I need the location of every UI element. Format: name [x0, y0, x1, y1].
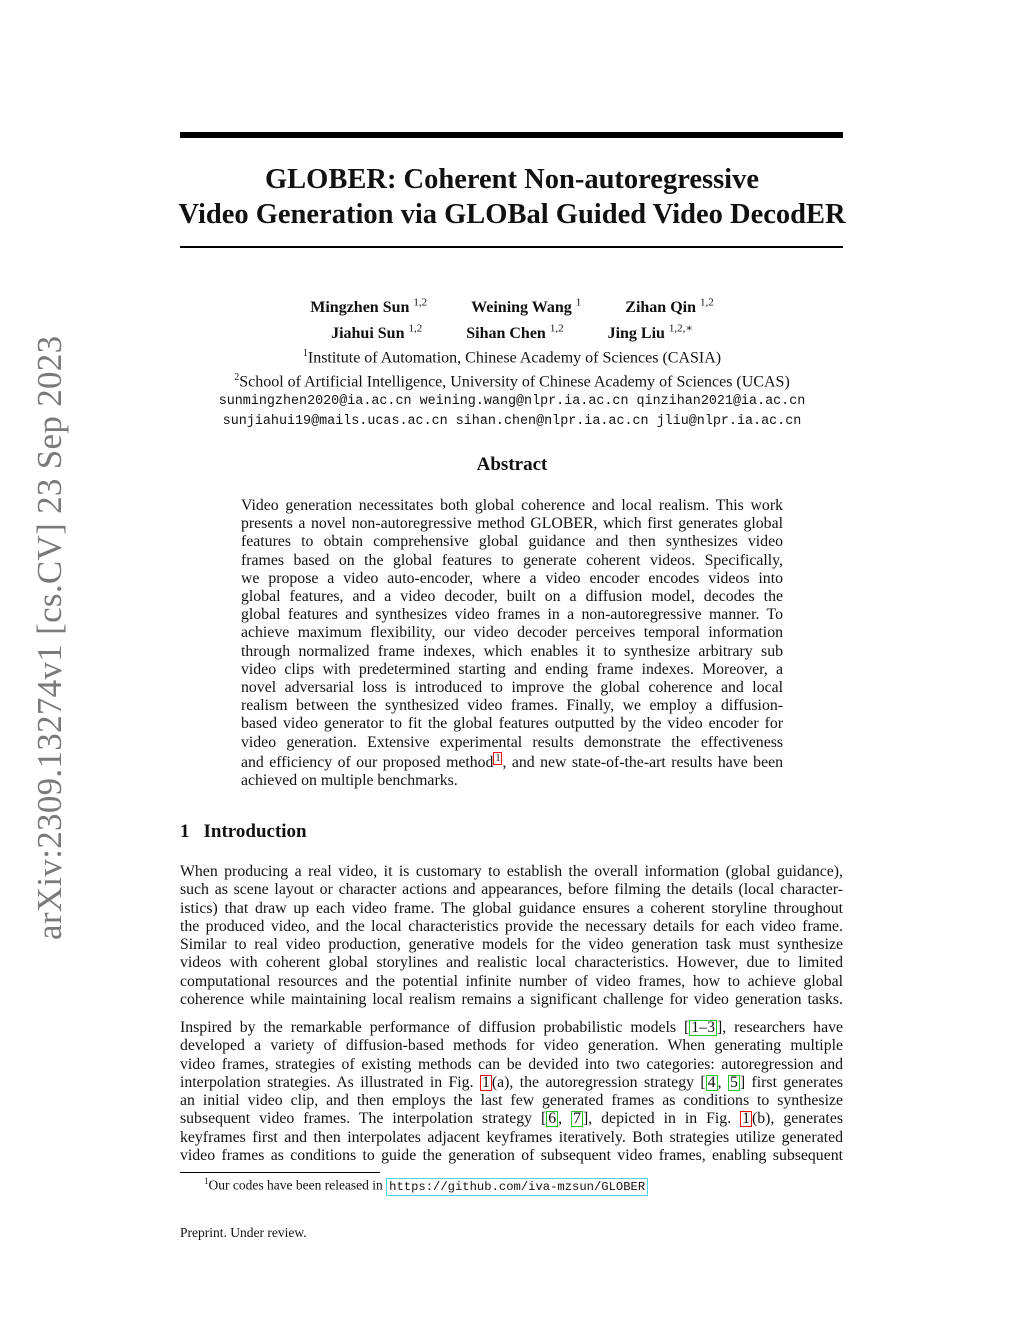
- body-line: Similar to real video production, generative models for the video generation task must synthesize: [180, 936, 843, 954]
- abstract-line: frames based on the global features to generate coherent videos. Specifically,: [241, 551, 783, 569]
- footnote-text: Our codes have been released in: [208, 1177, 387, 1193]
- body-line: coherence while maintaining local realism remains a significant challenge for video generation tasks.: [180, 991, 843, 1009]
- email-line-2: sunjiahui19@mails.ucas.ac.cn sihan.chen@nlpr.ia.ac.cn jliu@nlpr.ia.ac.cn: [222, 414, 802, 430]
- footnote-rule: [180, 1172, 380, 1173]
- arxiv-identifier: arXiv:2309.13274v1 [cs.CV] 23 Sep 2023: [30, 335, 69, 940]
- author-row-2: [150, 318, 874, 343]
- abstract-line: global features, and a video decoder, built on a diffusion model, decodes the: [241, 588, 783, 606]
- section-heading: [180, 821, 307, 843]
- intro-paragraph-2: [180, 1019, 843, 1165]
- body-line: subsequent video frames. The interpolation strategy [ 6 , 7 ], depicted in in Fig. 1 (b), generates: [180, 1110, 843, 1128]
- body-line: such as scene layout or character actions and appearances, before filming the details (local character-: [180, 881, 843, 899]
- body-line: an initial video clip, and then employs the last few generated frames as conditions to synthesize: [180, 1092, 843, 1110]
- author: Zihan Qin $^{1,2}$: [625, 297, 714, 317]
- author-row-1: [150, 293, 874, 318]
- body-line: videos with coherent global storylines and realistic local characteristics. However, due to limited: [180, 954, 843, 972]
- author-block: [150, 293, 874, 432]
- abstract-line: Video generation necessitates both global coherence and local realism. This work: [241, 497, 783, 514]
- email-line-1: sunmingzhen2020@ia.ac.cn weining.wang@nlpr.ia.ac.cn qinzihan2021@ia.ac.cn: [218, 394, 806, 410]
- abstract-heading: Abstract: [476, 454, 548, 475]
- body-line: istics) that draw up each video frame. The global guidance ensures a coherent storyline throughout: [180, 899, 843, 917]
- citation-link[interactable]: 6: [548, 1110, 557, 1128]
- title-line-1: GLOBER: Coherent Non-autoregressive: [265, 164, 759, 195]
- body-line: Inspired by the remarkable performance of diffusion probabilistic models [ 1–3 ], researchers have: [180, 1019, 843, 1036]
- citation-link[interactable]: 5: [729, 1073, 738, 1091]
- citation-link[interactable]: 7: [573, 1110, 581, 1128]
- body-line: developed a variety of diffusion-based methods for video generation. When generating multiple: [180, 1037, 843, 1055]
- abstract-body: [241, 497, 783, 790]
- footnote-ref-link[interactable]: 1: [495, 752, 501, 764]
- preprint-footer: Preprint. Under review.: [180, 1225, 307, 1240]
- footnote: [204, 1176, 648, 1194]
- abstract-line: realism between the synthesized video frames. Finally, we employ a diffusion-: [241, 697, 783, 715]
- citation-link[interactable]: 4: [707, 1073, 716, 1091]
- affiliation-2: $^2$School of Artificial Intelligence, University of Chinese Academy of Sciences (UCAS): [234, 371, 790, 391]
- footnote-number: 1: [204, 1176, 209, 1186]
- body-line: When producing a real video, it is customary to establish the overall information (global guidance),: [180, 863, 843, 880]
- body-line: video frames as conditions to guide the generation of subsequent video frames, enabling subsequent: [180, 1147, 843, 1165]
- github-link[interactable]: https://github.com/iva-mzsun/GLOBER: [386, 1178, 648, 1196]
- title-bottom-rule: [180, 246, 843, 248]
- affiliation-1: $^1$Institute of Automation, Chinese Academy of Sciences (CASIA): [302, 347, 722, 366]
- title-line-2: Video Generation via GLOBal Guided Video DecodER: [178, 199, 846, 230]
- abstract-line: global features and synthesizes video frames in a non-autoregressive manner. To: [241, 606, 783, 624]
- body-line: computational resources and the potential infinite number of video frames, how to achieve global: [180, 972, 843, 990]
- section-number: 1: [180, 821, 190, 842]
- abstract-line: through normalized frame indexes, which enables it to synthesize arbitrary sub: [241, 642, 783, 660]
- abstract-line: we propose a video auto-encoder, where a video encoder encodes videos into: [241, 569, 783, 587]
- abstract-line: achieve maximum flexibility, our video decoder perceives temporal information: [241, 624, 783, 642]
- abstract-line: and efficiency of our proposed method 1 , and new state-of-the-art results have been: [241, 752, 783, 771]
- figure-ref-link[interactable]: 1: [742, 1110, 751, 1128]
- body-line: the produced video, and the local characteristics provide the necessary details for each video frame.: [180, 917, 843, 935]
- abstract-line: presents a novel non-autoregressive method GLOBER, which first generates global: [241, 515, 783, 533]
- body-line: interpolation strategies. As illustrated in Fig. 1 (a), the autoregression strategy [ 4 , 5 ] first generates: [180, 1073, 844, 1091]
- abstract-line: based video generator to fit the global features outputted by the video encoder for: [241, 715, 783, 733]
- section-title: Introduction: [203, 821, 307, 842]
- paper-title: [150, 162, 874, 232]
- abstract-line: novel adversarial loss is introduced to improve the global coherence and local: [241, 679, 783, 697]
- citation-link[interactable]: 1–3: [691, 1019, 715, 1036]
- figure-ref-link[interactable]: 1: [481, 1073, 490, 1091]
- author: Mingzhen Sun $^{1,2}$: [310, 297, 428, 317]
- abstract-line: video generation. Extensive experimental results demonstrate the effectiveness: [241, 733, 783, 751]
- author: Sihan Chen $^{1,2}$: [466, 322, 564, 342]
- title-top-rule: [180, 132, 843, 138]
- intro-paragraph-1: [180, 863, 843, 1009]
- body-line: video frames, strategies of existing methods can be devided into two categories: autoregression and: [180, 1055, 843, 1073]
- author: Weining Wang $^1$: [471, 297, 582, 317]
- abstract-line: features to obtain comprehensive global guidance and then synthesizes video: [241, 533, 783, 551]
- author: Jiahui Sun $^{1,2}$: [331, 322, 423, 342]
- author: Jing Liu $^{1,2,∗}$: [607, 322, 693, 342]
- abstract-line: video clips with predetermined starting and ending frame indexes. Moreover, a: [241, 660, 783, 678]
- body-line: keyframes first and then interpolates adjacent keyframes iteratively. Both strategies utilize generated: [180, 1128, 843, 1146]
- abstract-line: achieved on multiple benchmarks.: [241, 772, 458, 790]
